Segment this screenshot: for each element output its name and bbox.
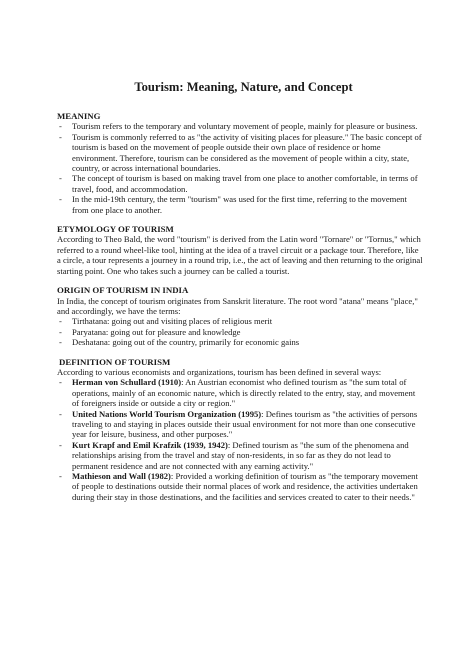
definition-paragraph: According to various economists and organizations, tourism has been defined in several ways: [57,366,382,377]
list-item: - Tourism refers to the temporary and voluntary movement of people, mainly for pleasure or business. [59,121,418,132]
definition-text: : Defines tourism as "the activities of persons traveling to and staying in places outside their usual environment for not more than one consecutive year for leisure, business, and other purposes." [72,408,418,440]
meaning-list [57,121,424,215]
list-item: - Paryatana: going out for pleasure and knowledge [59,326,241,337]
list-item: - Mathieson and Wall (1982): Provided a working definition of tourism as "the temporary movement of people to destinations outside their normal places of work and residence, the activities undertaken during their stay in those destinations, and the facilities and services created to cater to their needs." [59,471,418,502]
list-item: - The concept of tourism is based on making travel from one place to another comfortable, in terms of travel, food, and accommodation. [59,173,418,194]
definition-list [57,377,424,502]
origin-list [57,316,424,347]
list-item: - Tirthatana: going out and visiting places of religious merit [59,316,273,327]
etymology-paragraph: According to Theo Bald, the word "tourism" is derived from the Latin word "Tornare" or "Tornus," which referred to a round wheel-like tool, hinting at the idea of a travel circuit or a package tour. Therefore, like a circle, a tour represents a journey in a round trip, i.e., the act of leaving and then returning to the original starting point. One who takes such a journey can be called a tourist. [57,234,423,276]
definition-text: : Defined tourism as "the sum of the phenomena and relationships arising from the travel and stay of non-residents, in so far as they do not lead to permanent residence and are not connected with any earning activity." [72,439,409,471]
list-item: - Deshatana: going out of the country, primarily for economic gains [59,337,300,348]
origin-paragraph: In India, the concept of tourism originates from Sanskrit literature. The root word "atana" means "place," and accordingly, we have the terms: [57,295,418,316]
section-etymology [57,224,424,276]
section-heading: MEANING [57,111,101,121]
section-heading: DEFINITION OF TOURISM [59,356,171,367]
list-item: - Tourism is commonly referred to as "the activity of visiting places for pleasure." The basic concept of tourism is based on the movement of people outside their own place of residence or home environment. Therefore, tourism can be considered as the movement of people within a city, state, country, or across international boundaries. [59,131,422,174]
definition-author: United Nations World Tourism Organization (1995) [72,408,262,419]
list-item: - United Nations World Tourism Organization (1995): Defines tourism as "the activities of persons traveling to and staying in places outside their usual environment for not more than one consecutive year for leisure, business, and other purposes." [59,408,418,440]
definition-author: Mathieson and Wall (1982) [72,471,171,481]
list-item: - In the mid-19th century, the term "tourism" was used for the first time, referring to the movement from one place to another. [59,194,407,215]
section-meaning [57,111,424,215]
section-heading: ETYMOLOGY OF TOURISM [57,224,174,235]
section-origin [57,285,424,347]
definition-text: : Provided a working definition of tourism as "the temporary movement of people to destinations outside their normal places of work and residence, the activities undertaken during their stay in those destinations, and the facilities and services created to cater to their needs." [72,471,418,502]
section-heading: ORIGIN OF TOURISM IN INDIA [57,285,189,296]
definition-author: Kurt Krapf and Emil Krafzik (1939, 1942) [72,439,228,450]
definition-author: Herman von Schullard (1910) [72,377,182,388]
definition-text: : An Austrian economist who defined tourism as "the sum total of operations, mainly of an economic nature, which is directly related to the entry, stay, and movement of foreigners inside or outside a city or region." [72,377,416,409]
page-title: Tourism: Meaning, Nature, and Concept [134,80,353,94]
list-item: - Kurt Krapf and Emil Krafzik (1939, 1942): Defined tourism as "the sum of the phenomena and relationships arising from the travel and stay of non-residents, in so far as they do not lead to permanent residence and are not connected with any earning activity." [59,439,409,471]
section-definition [57,357,424,503]
list-item: - Herman von Schullard (1910): An Austrian economist who defined tourism as "the sum total of operations, mainly of an economic nature, which is directly related to the entry, stay, and movement of foreigners inside or outside a city or region." [59,377,416,409]
